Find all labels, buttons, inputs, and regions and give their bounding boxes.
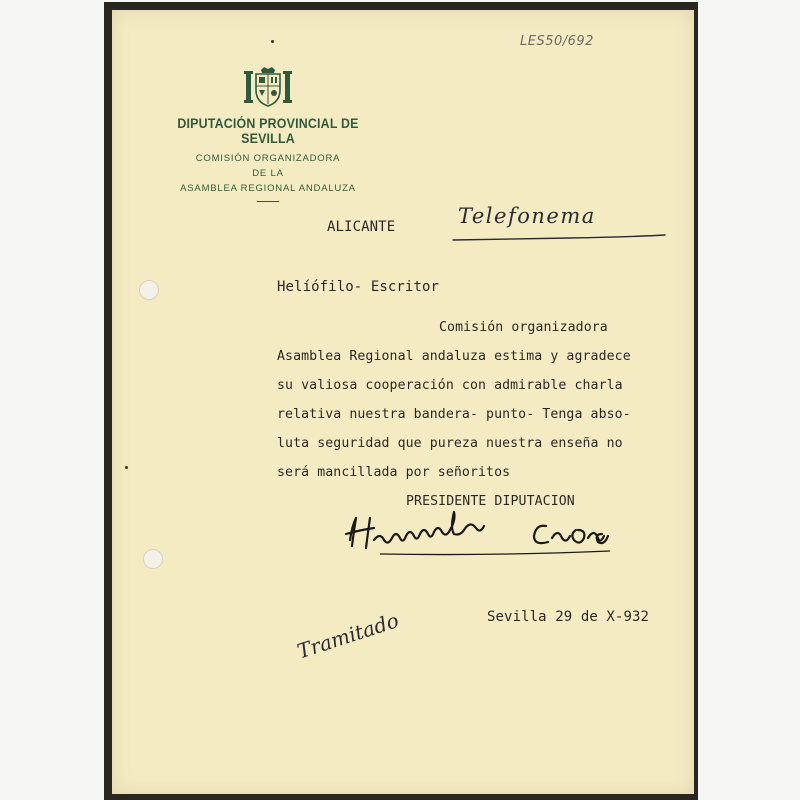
archive-reference: LES50/692 xyxy=(520,34,594,49)
signature xyxy=(340,512,640,562)
telefonema-annotation: Telefonema xyxy=(458,204,596,228)
letterhead xyxy=(148,66,388,202)
addressee: Helíófilo- Escritor xyxy=(277,279,440,295)
destination-city: ALICANTE xyxy=(327,219,396,235)
punch-hole-top xyxy=(139,280,159,300)
tramitado-annotation: Tramitado xyxy=(294,608,402,664)
date-line: Sevilla 29 de X-932 xyxy=(487,609,650,625)
message-line-6: será mancillada por señoritos xyxy=(277,465,511,480)
institution-name: DIPUTACIÓN PROVINCIAL DE SEVILLA xyxy=(177,116,359,146)
sender-title: PRESIDENTE DIPUTACION xyxy=(406,494,575,509)
message-line-3: su valiosa cooperación con admirable charla xyxy=(277,378,623,393)
message-line-5: luta seguridad que pureza nuestra enseña no xyxy=(277,436,623,451)
letterhead-line-1: COMISIÓN ORGANIZADORA xyxy=(195,153,341,164)
message-line-1: Comisión organizadora xyxy=(439,320,608,335)
coat-of-arms-icon xyxy=(243,66,293,108)
message-line-4: relativa nuestra bandera- punto- Tenga abso- xyxy=(277,407,631,422)
paper-mark xyxy=(271,40,274,43)
punch-hole-bottom xyxy=(143,549,163,569)
telefonema-underline xyxy=(450,230,670,246)
letterhead-divider xyxy=(257,201,279,202)
paper-mark xyxy=(125,466,128,469)
letterhead-line-2: DE LA xyxy=(252,168,284,179)
letterhead-line-3: ASAMBLEA REGIONAL ANDALUZA xyxy=(180,183,356,194)
message-line-2: Asamblea Regional andaluza estima y agradece xyxy=(277,349,631,364)
